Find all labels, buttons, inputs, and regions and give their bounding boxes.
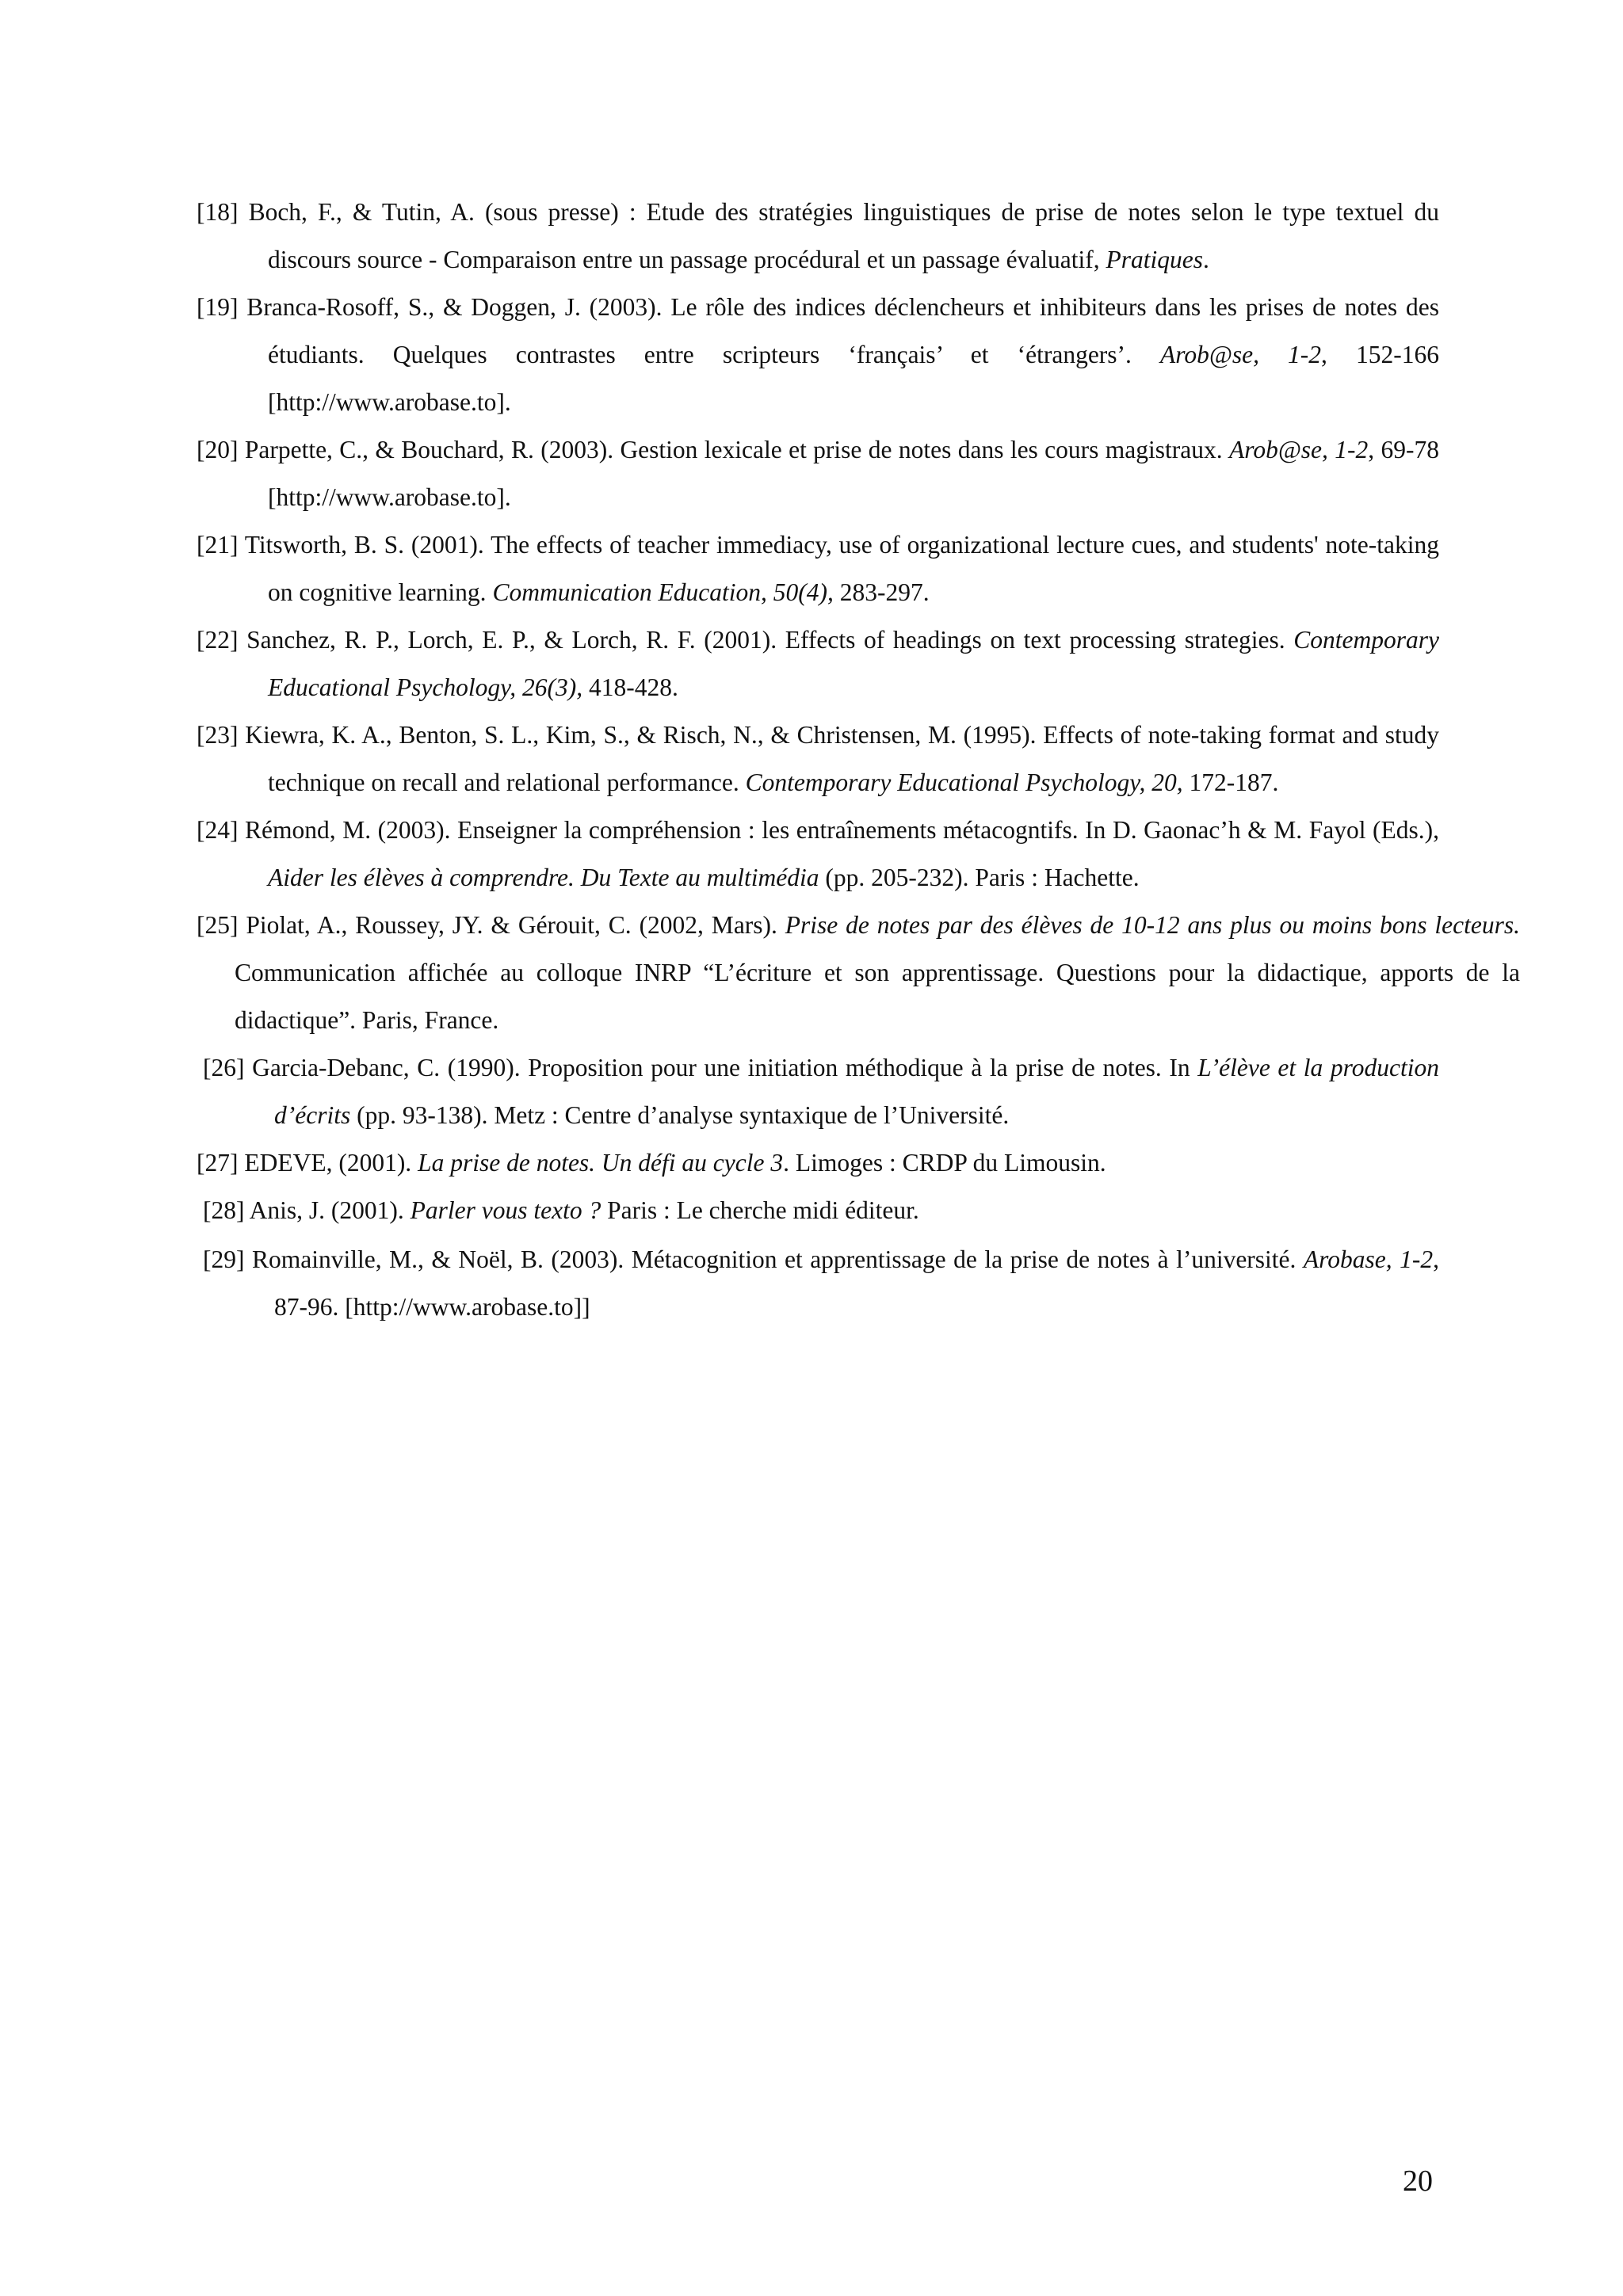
reference-text: [19] Branca-Rosoff, S., & Doggen, J. (2003). Le rôle des indices déclencheurs et inhibiteurs dans les prises de notes des étudiants. Quelques contrastes entre scripteurs ‘français’ et ‘étrangers’. (197, 293, 1439, 368)
reference-italic-text: Contemporary Educational Psychology, 20, (745, 769, 1183, 796)
reference-text: [25] Piolat, A., Roussey, JY. & Gérouit, C. (2002, Mars). (197, 911, 785, 939)
page-number: 20 (1403, 2164, 1433, 2198)
reference-entry-25 (197, 902, 1520, 1044)
reference-entry-20 (197, 426, 1439, 521)
reference-text: , 152-166 [http://www.arobase.to]. (268, 341, 1439, 416)
reference-text: Paris : Le cherche midi éditeur. (601, 1196, 919, 1224)
reference-entry-24 (197, 807, 1439, 902)
reference-list (197, 189, 1520, 1331)
reference-entry-18 (197, 189, 1439, 284)
reference-entry-26 (203, 1044, 1439, 1139)
reference-text: . (1203, 246, 1209, 273)
reference-text: , 87-96. [http://www.arobase.to]] (274, 1245, 1439, 1321)
reference-italic-text: Aider les élèves à comprendre. Du Texte au multimédia (268, 864, 819, 891)
reference-text: (pp. 93-138). Metz : Centre d’analyse syntaxique de l’Université. (350, 1101, 1010, 1129)
reference-italic-text: Prise de notes par des élèves de 10-12 ans plus ou moins bons lecteurs. (785, 911, 1520, 939)
reference-text: 172-187. (1182, 769, 1279, 796)
reference-entry-21 (197, 521, 1439, 616)
reference-italic-text: Arobase, 1-2 (1303, 1245, 1434, 1273)
reference-italic-text: Pratiques (1106, 246, 1204, 273)
reference-text: [29] Romainville, M., & Noël, B. (2003). Métacognition et apprentissage de la prise de notes à l’université. (203, 1245, 1304, 1273)
reference-text: [21] Titsworth, B. S. (2001). The effects of teacher immediacy, use of organizational lecture cues, and students' note-taking on cognitive learning. (197, 531, 1439, 606)
reference-text: [23] Kiewra, K. A., Benton, S. L., Kim, S., & Risch, N., & Christensen, M. (1995). Effects of note-taking format and study technique on recall and relational performance. (197, 721, 1439, 796)
reference-text: (pp. 205-232). Paris : Hachette. (819, 864, 1140, 891)
reference-italic-text: Communication Education, 50(4), (492, 578, 834, 606)
reference-italic-text: Arob@se, 1-2 (1160, 341, 1322, 368)
reference-text: [22] Sanchez, R. P., Lorch, E. P., & Lorch, R. F. (2001). Effects of headings on text processing strategies. (197, 626, 1294, 654)
reference-italic-text: Contemporary Educational Psychology, 26(3), (268, 626, 1439, 701)
reference-text: , 69-78 [http://www.arobase.to]. (268, 436, 1439, 511)
reference-italic-text: L’élève et la production d’écrits (274, 1054, 1439, 1129)
reference-text: 283-297. (833, 578, 930, 606)
reference-italic-text: Parler vous texto ? (410, 1196, 601, 1224)
reference-entry-19 (197, 284, 1439, 426)
reference-text: [20] Parpette, C., & Bouchard, R. (2003). Gestion lexicale et prise de notes dans les cours magistraux. (197, 436, 1229, 463)
reference-entry-23 (197, 711, 1439, 807)
reference-text: [24] Rémond, M. (2003). Enseigner la compréhension : les entraînements métacogntifs. In D. Gaonac’h & M. Fayol (Eds.), (197, 816, 1439, 844)
reference-entry-22 (197, 616, 1439, 711)
reference-entry-27 (197, 1139, 1439, 1187)
reference-text: Communication affichée au colloque INRP “L’écriture et son apprentissage. Questions pour la didactique, apports de la didactique”. Paris, France. (235, 959, 1520, 1034)
reference-text: [28] Anis, J. (2001). (203, 1196, 411, 1224)
reference-italic-text: La prise de notes. Un défi au cycle 3 (418, 1149, 784, 1177)
reference-text: [27] EDEVE, (2001). (197, 1149, 418, 1177)
reference-text: [26] Garcia-Debanc, C. (1990). Proposition pour une initiation méthodique à la prise de notes. In (203, 1054, 1198, 1081)
reference-text: . Limoges : CRDP du Limousin. (783, 1149, 1106, 1177)
reference-entry-28 (203, 1187, 1439, 1234)
reference-text: 418-428. (582, 673, 678, 701)
reference-text: [18] Boch, F., & Tutin, A. (sous presse) : Etude des stratégies linguistiques de prise de notes selon le type textuel du discours source - Comparaison entre un passage procédural et un passage évaluatif, (197, 198, 1439, 273)
reference-italic-text: Arob@se, 1-2 (1228, 436, 1369, 463)
reference-entry-29 (203, 1236, 1439, 1331)
